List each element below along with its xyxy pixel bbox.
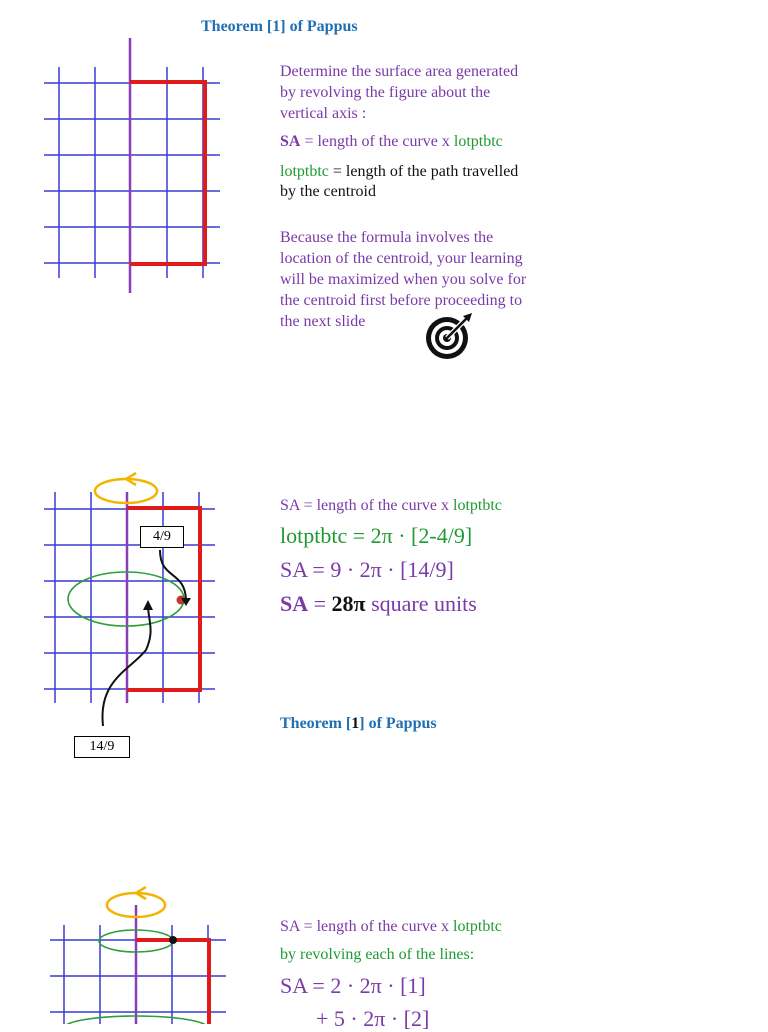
advice-line-4: the centroid first before proceeding to bbox=[280, 292, 523, 309]
revolve-lines-text: by revolving each of the lines: bbox=[280, 946, 475, 963]
eq-sum-1: SA = 2 · 2π · [1] bbox=[280, 973, 426, 998]
target-icon bbox=[426, 313, 472, 359]
grid-2 bbox=[44, 492, 215, 703]
corner-point bbox=[169, 936, 177, 944]
label-14-9: 14/9 bbox=[74, 736, 130, 758]
advice-line-5: the next slide bbox=[280, 313, 366, 330]
lotptbtc-definition: lotptbtc = length of the path travelled bbox=[280, 163, 519, 180]
sa-label: SA bbox=[280, 133, 301, 150]
intro-line-3: vertical axis : bbox=[280, 105, 367, 122]
lotptbtc-definition-2: by the centroid bbox=[280, 183, 376, 200]
sa-formula: SA = length of the curve x lotptbtc bbox=[280, 133, 503, 150]
grid-1 bbox=[44, 67, 220, 278]
advice-line-1: Because the formula involves the bbox=[280, 229, 494, 246]
intro-line-2: by revolving the figure about the bbox=[280, 84, 491, 101]
sa-formula-3: SA = length of the curve x lotptbtc bbox=[280, 918, 502, 935]
label-4-9: 4/9 bbox=[140, 526, 184, 548]
eq-sa: SA = 9 · 2π · [14/9] bbox=[280, 557, 454, 582]
slide2-title: Theorem [1] of Pappus bbox=[280, 715, 437, 732]
slide1-title: Theorem [1] of Pappus bbox=[201, 18, 358, 35]
eq-lotptbtc: lotptbtc = 2π · [2-4/9] bbox=[280, 523, 473, 548]
advice-line-2: location of the centroid, your learning bbox=[280, 250, 523, 267]
intro-line-1: Determine the surface area generated bbox=[280, 63, 519, 80]
eq-sum-2: + 5 · 2π · [2] bbox=[316, 1006, 430, 1031]
sa-formula-2: SA = length of the curve x lotptbtc bbox=[280, 497, 502, 514]
eq-result: SA = 28π square units bbox=[280, 591, 477, 616]
advice-line-3: will be maximized when you solve for bbox=[280, 271, 527, 288]
